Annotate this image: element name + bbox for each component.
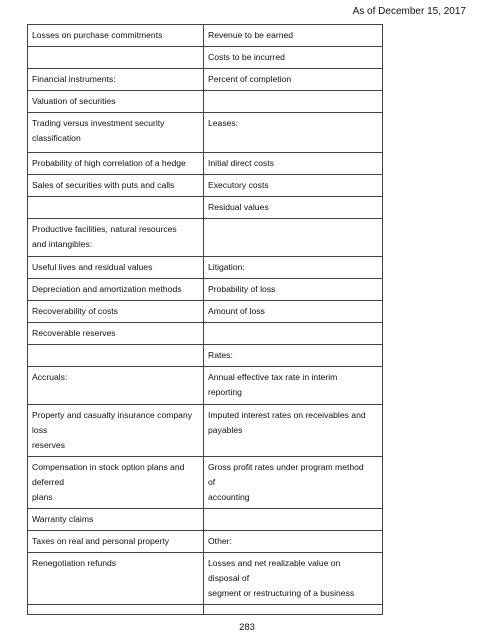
table-cell-left: Sales of securities with puts and calls — [28, 175, 204, 197]
table-row — [28, 405, 383, 457]
table-cell-left: Trading versus investment security classification — [28, 113, 204, 153]
table-cell-right: Probability of loss — [204, 279, 383, 301]
table-cell-left: Losses on purchase commitments — [28, 25, 204, 47]
table-cell-left — [28, 605, 204, 615]
table-cell-left: Financial instruments: — [28, 69, 204, 91]
table-row — [28, 553, 383, 605]
table-row — [28, 323, 383, 345]
table-cell-right — [204, 605, 383, 615]
table-row — [28, 257, 383, 279]
table-row — [28, 279, 383, 301]
table-cell-right: Costs to be incurred — [204, 47, 383, 69]
page-number: 283 — [239, 622, 255, 633]
estimates-table — [27, 24, 383, 615]
table-cell-left: Compensation in stock option plans and deferred plans — [28, 457, 204, 509]
table-cell-left — [28, 47, 204, 69]
table-row — [28, 367, 383, 405]
table-row — [28, 605, 383, 615]
table-row — [28, 457, 383, 509]
table-cell-right: Leases: — [204, 113, 383, 153]
table-cell-left — [28, 197, 204, 219]
table-row — [28, 175, 383, 197]
table-cell-right: Rates: — [204, 345, 383, 367]
table-cell-right: Losses and net realizable value on disposal of segment or restructuring of a business — [204, 553, 383, 605]
table-cell-right: Executory costs — [204, 175, 383, 197]
table-cell-right: Percent of completion — [204, 69, 383, 91]
table-cell-left: Depreciation and amortization methods — [28, 279, 204, 301]
table-cell-right: Imputed interest rates on receivables and payables — [204, 405, 383, 457]
table-cell-left: Recoverability of costs — [28, 301, 204, 323]
table-cell-left: Useful lives and residual values — [28, 257, 204, 279]
header-date: As of December 15, 2017 — [352, 6, 466, 17]
table-cell-left: Warranty claims — [28, 509, 204, 531]
table-row — [28, 25, 383, 47]
table-cell-right — [204, 323, 383, 345]
table-cell-right: Litigation: — [204, 257, 383, 279]
table-cell-right: Other: — [204, 531, 383, 553]
table-cell-right: Amount of loss — [204, 301, 383, 323]
table-row — [28, 113, 383, 153]
table-cell-right: Gross profit rates under program method of accounting — [204, 457, 383, 509]
table-cell-right — [204, 91, 383, 113]
table-cell-left: Renegotiation refunds — [28, 553, 204, 605]
table-row — [28, 197, 383, 219]
table-cell-right: Residual values — [204, 197, 383, 219]
table-cell-left: Taxes on real and personal property — [28, 531, 204, 553]
table-row — [28, 69, 383, 91]
table-cell-right — [204, 219, 383, 257]
table-row — [28, 301, 383, 323]
table-cell-left — [28, 345, 204, 367]
table-cell-right — [204, 509, 383, 531]
table-row — [28, 345, 383, 367]
table-cell-left: Probability of high correlation of a hedge — [28, 153, 204, 175]
table-cell-left: Recoverable reserves — [28, 323, 204, 345]
table-cell-right: Annual effective tax rate in interim reporting — [204, 367, 383, 405]
table-row — [28, 219, 383, 257]
table-row — [28, 509, 383, 531]
table-cell-left: Valuation of securities — [28, 91, 204, 113]
table-row — [28, 47, 383, 69]
table-row — [28, 91, 383, 113]
table-row — [28, 531, 383, 553]
table-cell-left: Property and casualty insurance company loss reserves — [28, 405, 204, 457]
table-cell-right: Revenue to be earned — [204, 25, 383, 47]
table-cell-left: Productive facilities, natural resources and intangibles: — [28, 219, 204, 257]
table-cell-left: Accruals: — [28, 367, 204, 405]
table-row — [28, 153, 383, 175]
estimates-table-body — [28, 25, 383, 615]
table-cell-right: Initial direct costs — [204, 153, 383, 175]
